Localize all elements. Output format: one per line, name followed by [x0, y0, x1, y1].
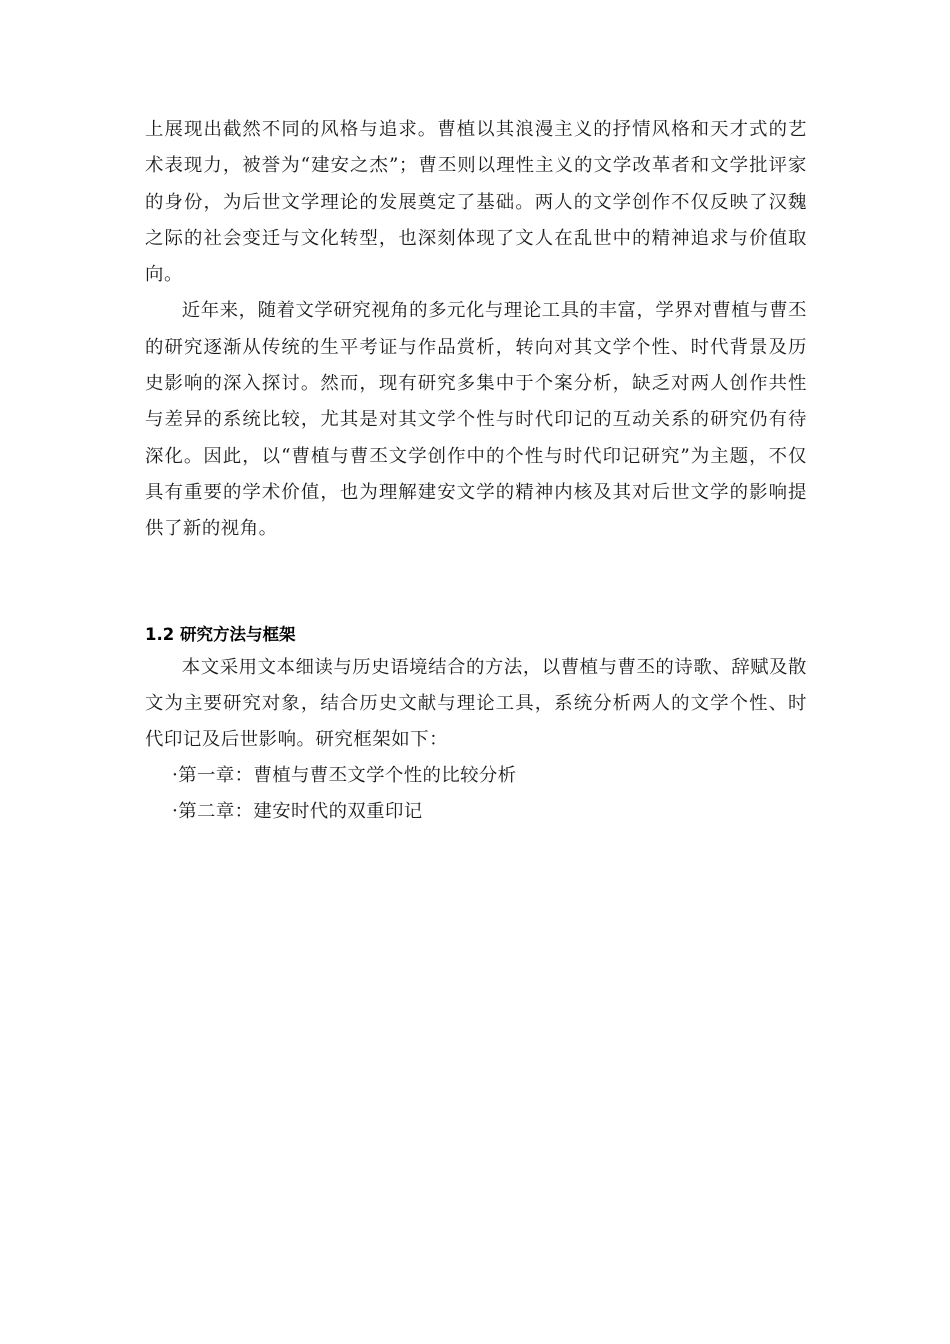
paragraph-research-background: 近年来，随着文学研究视角的多元化与理论工具的丰富，学界对曹植与曹丕的研究逐渐从传统的生平考证与作品赏析，转向对其文学个性、时代背景及历史影响的深入探讨。然而，现有研究多集中于个案分析，缺乏对两人创作共性与差异的系统比较，尤其是对其文学个性与时代印记的互动关系的研究仍有待深化。因此，以“曹植与曹丕文学创作中的个性与时代印记研究”为主题，不仅具有重要的学术价值，也为理解建安文学的精神内核及其对后世文学的影响提供了新的视角。 [145, 300, 807, 540]
paragraph-research-method: 本文采用文本细读与历史语境结合的方法，以曹植与曹丕的诗歌、辞赋及散文为主要研究对象，结合历史文献与理论工具，系统分析两人的文学个性、时代印记及后世影响。研究框架如下： [145, 656, 807, 751]
framework-list [145, 758, 807, 829]
document-body [145, 112, 807, 829]
paragraph-continued: 上展现出截然不同的风格与追求。曹植以其浪漫主义的抒情风格和天才式的艺术表现力，被誉为“建安之杰”；曹丕则以理性主义的文学改革者和文学批评家的身份，为后世文学理论的发展奠定了基础。两人的文学创作不仅反映了汉魏之际的社会变迁与文化转型，也深刻体现了文人在乱世中的精神追求与价值取向。 [145, 119, 807, 286]
list-item: ·第二章：建安时代的双重印记 [172, 800, 423, 822]
section-heading: 1.2 研究方法与框架 [145, 624, 296, 644]
list-item: ·第一章：曹植与曹丕文学个性的比较分析 [172, 765, 517, 787]
